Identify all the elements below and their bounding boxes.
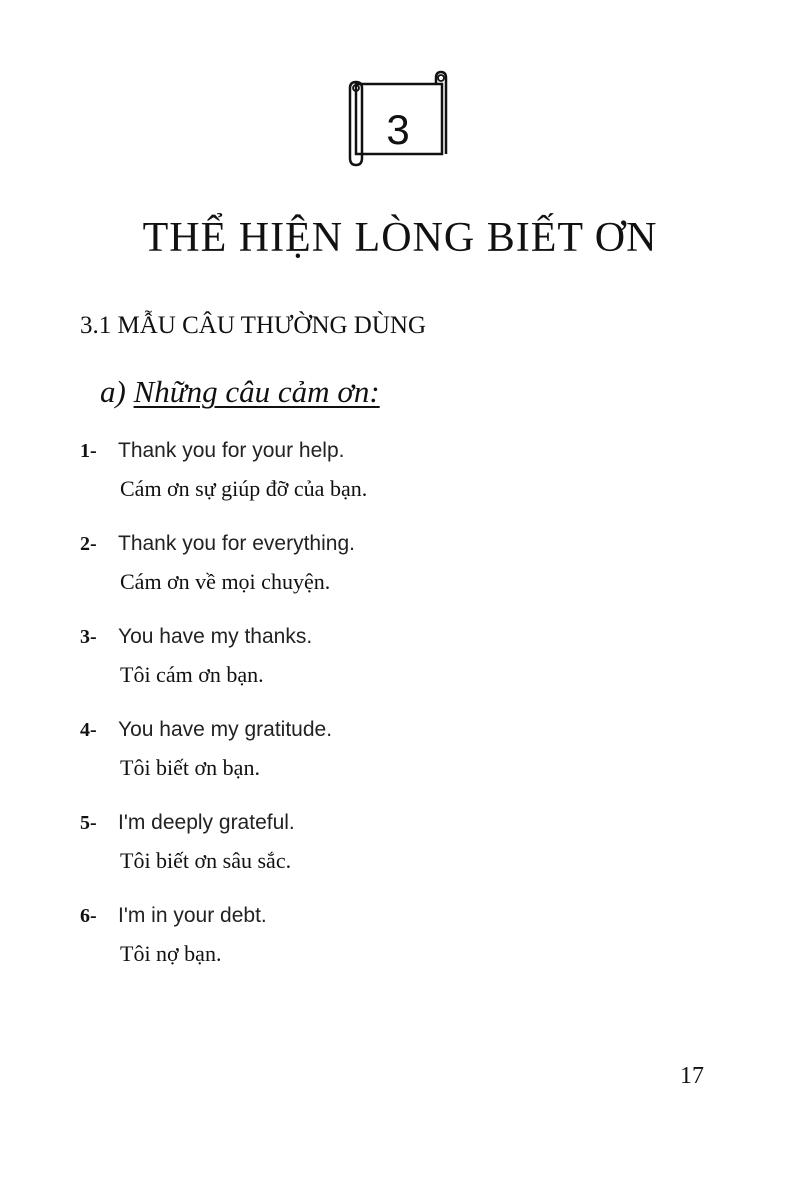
subsection-heading [100, 370, 380, 414]
chapter-number: 3 [386, 106, 410, 153]
phrase-vietnamese: Tôi biết ơn bạn. [120, 755, 260, 780]
phrase-english: I'm deeply grateful. [118, 811, 295, 834]
phrase-vietnamese: Tôi nợ bạn. [120, 941, 222, 966]
subsection-prefix: a) [100, 374, 126, 409]
phrase-list [80, 432, 740, 990]
phrase-number: 6- [80, 905, 97, 927]
list-item [80, 432, 740, 525]
subsection-title: Những câu cảm ơn: [133, 374, 380, 409]
phrase-number: 2- [80, 533, 97, 555]
phrase-vietnamese: Tôi biết ơn sâu sắc. [120, 848, 292, 873]
phrase-english: You have my gratitude. [118, 718, 333, 741]
phrase-number: 5- [80, 812, 97, 834]
phrase-english: Thank you for your help. [118, 439, 345, 462]
phrase-vietnamese: Tôi cám ơn bạn. [120, 662, 264, 687]
list-item [80, 804, 740, 897]
phrase-number: 3- [80, 626, 97, 648]
phrase-vietnamese: Cám ơn sự giúp đỡ của bạn. [120, 476, 368, 501]
phrase-number: 4- [80, 719, 97, 741]
phrase-vietnamese: Cám ơn về mọi chuyện. [120, 569, 331, 594]
list-item [80, 618, 740, 711]
phrase-english: I'm in your debt. [118, 904, 267, 927]
page-number: 17 [680, 1063, 704, 1089]
list-item [80, 525, 740, 618]
section-heading: 3.1 MẪU CÂU THƯỜNG DÙNG [80, 312, 427, 339]
list-item [80, 897, 740, 990]
phrase-english: You have my thanks. [118, 625, 313, 648]
phrase-number: 1- [80, 440, 97, 462]
phrase-english: Thank you for everything. [118, 532, 355, 555]
list-item [80, 711, 740, 804]
chapter-title: THỂ HIỆN LÒNG BIẾT ƠN [142, 215, 658, 261]
